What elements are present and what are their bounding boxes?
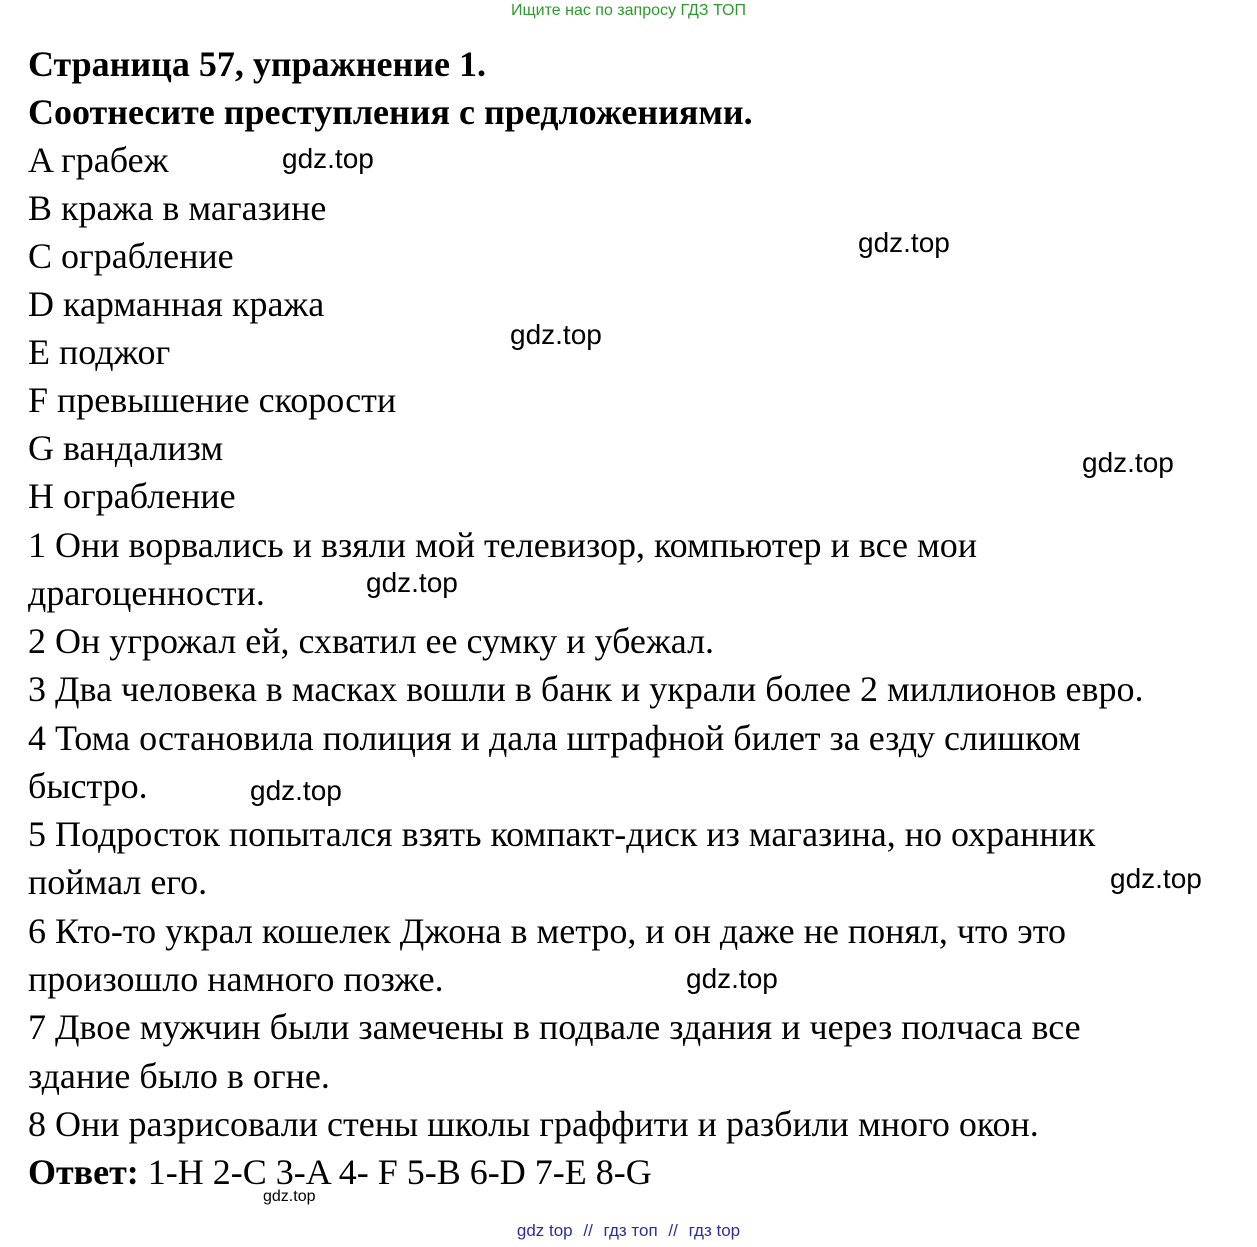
- sentence-line: 8 Они разрисовали стены школы граффити и разбили много окон.: [28, 1104, 1039, 1144]
- answer-text: 1-H 2-C 3-A 4- F 5-B 6-D 7-E 8-G: [138, 1152, 652, 1192]
- answer-label: Ответ:: [28, 1152, 139, 1192]
- watermark-small: gdz.top: [263, 1188, 316, 1205]
- watermark: gdz.top: [282, 143, 374, 174]
- watermark: gdz.top: [250, 775, 342, 806]
- instruction: Соотнесите преступления с предложениями.: [28, 92, 753, 132]
- watermark: gdz.top: [1082, 447, 1174, 478]
- crime-item: H ограбление: [28, 476, 236, 516]
- top-banner: Ищите нас по запросу ГДЗ ТОП: [511, 2, 746, 19]
- crime-item: E поджог: [28, 332, 171, 372]
- watermark: gdz.top: [366, 567, 458, 598]
- crime-item: A грабеж: [28, 140, 169, 180]
- answer-line: [28, 1148, 652, 1196]
- footer-links: [0, 1221, 1257, 1241]
- sentence-line: 3 Два человека в масках вошли в банк и украли более 2 миллионов евро.: [28, 669, 1144, 709]
- watermark: gdz.top: [1110, 863, 1202, 894]
- sentence-line: произошло намного позже.: [28, 959, 444, 999]
- footer-link-gdz-top-ru[interactable]: гдз топ: [603, 1221, 658, 1240]
- crime-item: B кража в магазине: [28, 188, 327, 228]
- footer-separator: //: [668, 1221, 678, 1240]
- sentence-line: драгоценности.: [28, 573, 265, 613]
- watermark: gdz.top: [686, 963, 778, 994]
- crime-item: G вандализм: [28, 428, 224, 468]
- sentence-line: 5 Подросток попытался взять компакт-диск из магазина, но охранник: [28, 814, 1096, 854]
- sentence-line: 2 Он угрожал ей, схватил ее сумку и убежал.: [28, 621, 715, 661]
- crime-item: D карманная кража: [28, 284, 325, 324]
- crime-item: C ограбление: [28, 236, 234, 276]
- watermark: gdz.top: [510, 319, 602, 350]
- footer-separator: //: [583, 1221, 593, 1240]
- sentence-line: 6 Кто-то украл кошелек Джона в метро, и он даже не понял, что это: [28, 911, 1066, 951]
- sentence-line: быстро.: [28, 766, 148, 806]
- page-title: Страница 57, упражнение 1.: [28, 44, 486, 84]
- watermark: gdz.top: [858, 227, 950, 258]
- footer-link-gdz-top[interactable]: gdz top: [516, 1221, 573, 1240]
- crime-item: F превышение скорости: [28, 380, 397, 420]
- sentence-line: поймал его.: [28, 862, 208, 902]
- sentence-line: 1 Они ворвались и взяли мой телевизор, компьютер и все мои: [28, 525, 978, 565]
- sentence-line: здание было в огне.: [28, 1056, 330, 1096]
- footer-link-gdz-top-mixed[interactable]: гдз top: [688, 1221, 741, 1240]
- sentence-line: 4 Тома остановила полиция и дала штрафной билет за езду слишком: [28, 718, 1081, 758]
- sentence-line: 7 Двое мужчин были замечены в подвале здания и через полчаса все: [28, 1007, 1081, 1047]
